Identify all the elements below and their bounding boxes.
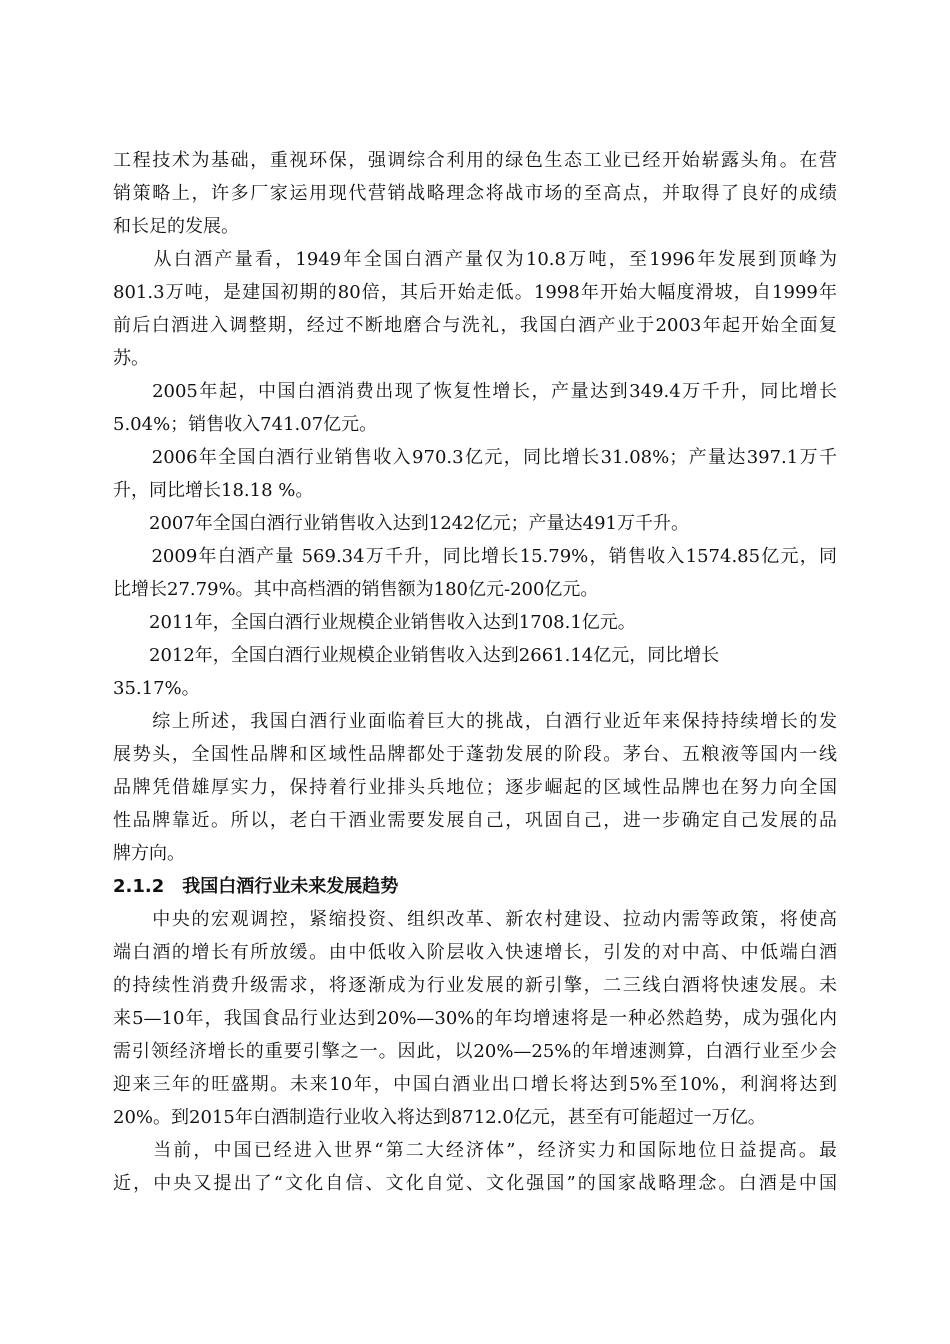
text-line: 2012年，全国白酒行业规模企业销售收入达到2661.14亿元，同比增长 [113, 645, 720, 666]
text-line: 从白酒产量看，1949年全国白酒产量仅为10.8万吨，至1996年发展到顶峰为 [113, 249, 837, 270]
text-line: 中央的宏观调控，紧缩投资、组织改革、新农村建设、拉动内需等政策，将使高 [113, 909, 837, 930]
text-line: 品牌凭借雄厚实力，保持着行业排头兵地位；逐步崛起的区域性品牌也在努力向全国 [113, 777, 837, 798]
text-line: 2006年全国白酒行业销售收入970.3亿元，同比增长31.08%；产量达397.1万千 [113, 447, 837, 468]
text-line: 801.3万吨，是建国初期的80倍，其后开始走低。1998年开始大幅度滑坡，自1999年 [113, 282, 837, 303]
text-line: 5.04%；销售收入741.07亿元。 [113, 414, 378, 435]
text-line: 牌方向。 [113, 843, 185, 864]
text-line: 综上所述，我国白酒行业面临着巨大的挑战，白酒行业近年来保持持续增长的发 [113, 711, 837, 732]
section-heading: 2.1.2 我国白酒行业未来发展趋势 [113, 876, 399, 897]
text-line: 展势头，全国性品牌和区域性品牌都处于蓬勃发展的阶段。茅台、五粮液等国内一线 [113, 744, 837, 765]
text-line: 苏。 [113, 348, 149, 369]
text-line: 2007年全国白酒行业销售收入达到1242亿元；产量达491万千升。 [113, 513, 689, 534]
text-line: 2009年白酒产量 569.34万千升，同比增长15.79%，销售收入1574.85亿元，同 [113, 546, 837, 567]
text-line: 和长足的发展。 [113, 216, 239, 237]
text-line: 前后白酒进入调整期，经过不断地磨合与洗礼，我国白酒产业于2003年起开始全面复 [113, 315, 837, 336]
text-line: 升，同比增长18.18 %。 [113, 480, 314, 501]
text-line: 工程技术为基础，重视环保，强调综合利用的绿色生态工业已经开始崭露头角。在营 [113, 150, 837, 171]
text-line: 来5—10年，我国食品行业达到20%—30%的年均增速将是一种必然趋势，成为强化内 [113, 1008, 837, 1029]
text-line: 20%。到2015年白酒制造行业收入将达到8712.0亿元，甚至有可能超过一万亿。 [113, 1107, 766, 1128]
text-line: 需引领经济增长的重要引擎之一。因此，以20%—25%的年增速测算，白酒行业至少会 [113, 1041, 837, 1062]
text-line: 迎来三年的旺盛期。未来10年，中国白酒业出口增长将达到5%至10%，利润将达到 [113, 1074, 837, 1095]
text-line: 2005年起，中国白酒消费出现了恢复性增长，产量达到349.4万千升，同比增长 [113, 381, 837, 402]
text-line: 比增长27.79%。其中高档酒的销售额为180亿元-200亿元。 [113, 579, 599, 600]
text-line: 2011年，全国白酒行业规模企业销售收入达到1708.1亿元。 [113, 612, 636, 633]
text-line: 性品牌靠近。所以，老白干酒业需要发展自己，巩固自己，进一步确定自己发展的品 [113, 810, 837, 831]
text-line: 的持续性消费升级需求，将逐渐成为行业发展的新引擎，二三线白酒将快速发展。未 [113, 975, 837, 996]
text-line: 当前，中国已经进入世界“第二大经济体”，经济实力和国际地位日益提高。最 [113, 1140, 837, 1161]
text-line: 端白酒的增长有所放缓。由中低收入阶层收入快速增长，引发的对中高、中低端白酒 [113, 942, 837, 963]
text-line: 35.17%。 [113, 678, 200, 699]
text-line: 近，中央又提出了“文化自信、文化自觉、文化强国”的国家战略理念。白酒是中国 [113, 1173, 837, 1194]
text-line: 销策略上，许多厂家运用现代营销战略理念将战市场的至高点，并取得了良好的成绩 [113, 183, 837, 204]
